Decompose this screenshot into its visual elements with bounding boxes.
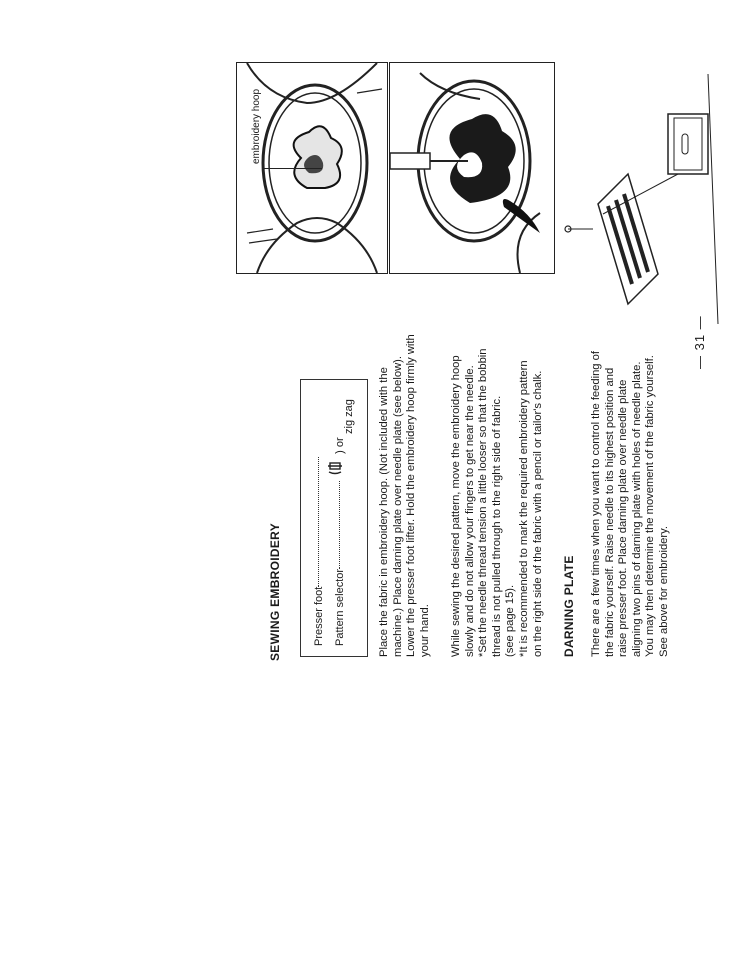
text-line: raise presser foot. Place darning plate over needle plate	[617, 379, 630, 657]
embroidery-paragraph-1	[378, 257, 432, 657]
text-line: slowly and do not allow your fingers to get near the needle.	[463, 365, 476, 657]
presser-foot-row	[313, 457, 325, 646]
text-line: *Set the needle thread tension a little looser so that the bobbin	[477, 348, 490, 657]
zigzag-foot-icon	[327, 454, 346, 478]
text-line: See above for embroidery.	[657, 525, 670, 657]
pattern-selector-or: ) or	[334, 437, 346, 454]
text-line: (see page 15).	[504, 584, 517, 657]
text-line: *It is recommended to mark the required embroidery pattern	[517, 360, 530, 657]
text-line: While sewing the desired pattern, move the embroidery hoop	[450, 355, 462, 657]
presser-foot-label: Presser foot	[313, 586, 325, 646]
embroidery-paragraph-2	[450, 257, 545, 657]
darning-plate-illustration	[558, 74, 728, 324]
text-line: machine.) Place darning plate over needle plate (see below).	[391, 356, 404, 657]
pattern-selector-label: Pattern selector	[334, 568, 346, 646]
text-line: There are a few times when you want to control the feeding of	[590, 351, 602, 657]
spec-box	[300, 379, 368, 657]
text-line: the fabric yourself. Raise needle to its highest position and	[603, 367, 616, 657]
text-line: aligning two pins of darning plate with holes of needle plate.	[630, 361, 643, 657]
text-line: your hand.	[418, 604, 431, 657]
text-line: Lower the presser foot lifter. Hold the embroidery hoop firmly with	[405, 334, 418, 657]
embroidery-sewing-illustration	[389, 62, 555, 274]
caption-leader-line	[262, 168, 322, 169]
text-line: on the right side of the fabric with a pencil or tailor's chalk.	[531, 370, 544, 657]
leader-dots	[318, 457, 319, 587]
leader-dots	[339, 481, 340, 569]
embroidery-hoop-caption: embroidery hoop	[251, 88, 262, 164]
darning-plate-heading: DARNING PLATE	[562, 555, 576, 657]
text-line: You may then determine the movement of the fabric yourself.	[644, 355, 657, 657]
pattern-selector-row	[327, 437, 346, 646]
sewing-embroidery-heading: SEWING EMBROIDERY	[268, 523, 282, 661]
text-line: Place the fabric in embroidery hoop. (Not included with the	[378, 367, 390, 657]
page-number: — 31 —	[692, 315, 707, 369]
pattern-selector-value: zig zag	[343, 399, 355, 434]
text-line: thread is not pulled through to the right side of fabric.	[490, 395, 503, 657]
